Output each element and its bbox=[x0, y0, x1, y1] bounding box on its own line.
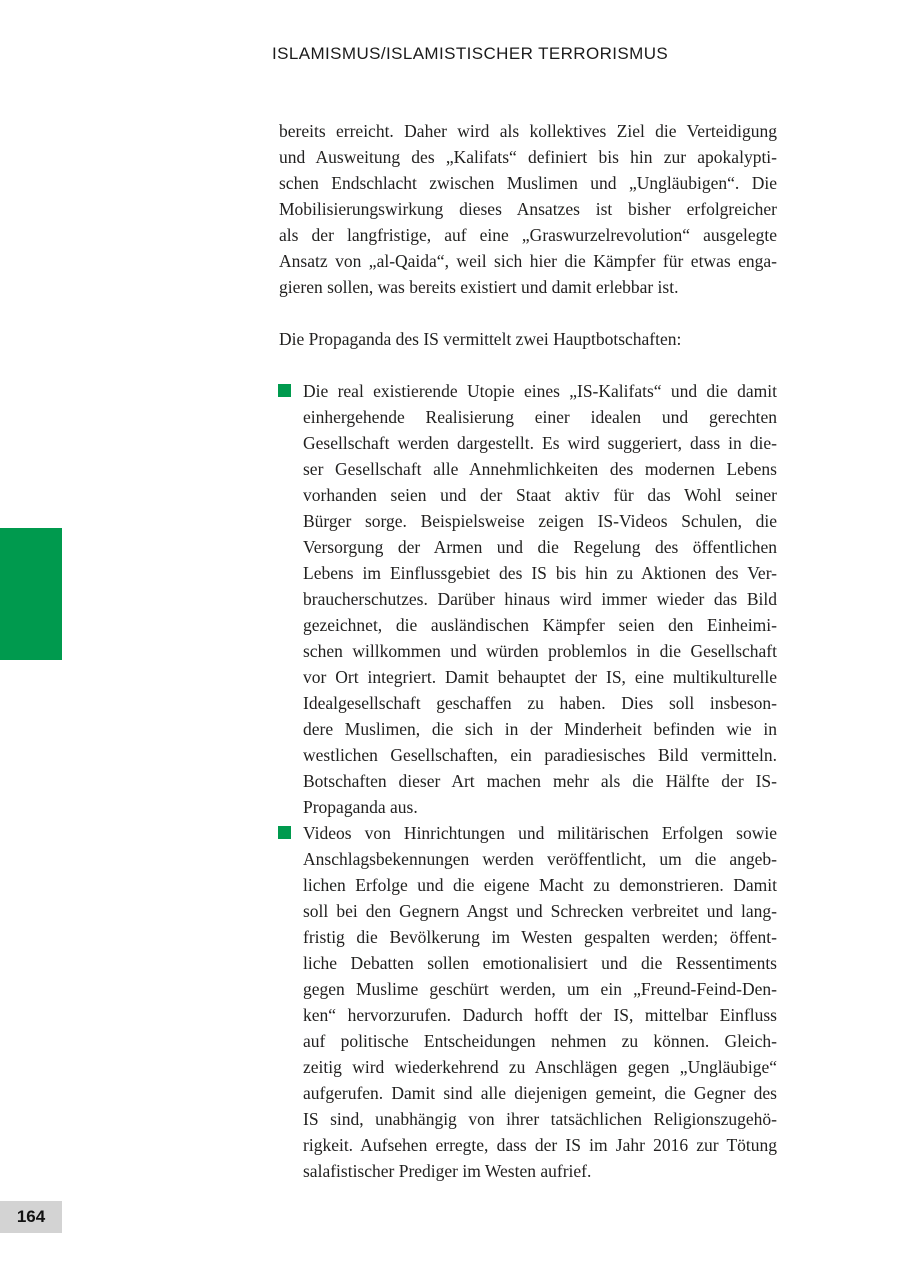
bullet-item-1 bbox=[279, 378, 777, 820]
text-line: bereits erreicht. Daher wird als kollektives Ziel die Verteidigung bbox=[279, 121, 777, 141]
text-line: vor Ort integriert. Damit behauptet der IS, eine multikulturelle bbox=[303, 667, 777, 687]
text-line: Idealgesellschaft geschaffen zu haben. Dies soll insbeson- bbox=[303, 693, 777, 713]
text-line: rigkeit. Aufsehen erregte, dass der IS im Jahr 2016 zur Tötung bbox=[303, 1135, 777, 1155]
bullet-item-2 bbox=[279, 820, 777, 1184]
text-line: Anschlagsbekennungen werden veröffentlicht, um die angeb- bbox=[303, 849, 777, 869]
page-number: 164 bbox=[16, 1207, 46, 1226]
text-line: Propaganda aus. bbox=[303, 797, 418, 817]
text-line: einhergehende Realisierung einer idealen und gerechten bbox=[303, 407, 777, 427]
paragraph-gap bbox=[279, 300, 777, 326]
text-line: fristig die Bevölkerung im Westen gespalten werden; öffent- bbox=[303, 927, 777, 947]
text-line: vorhanden seien und der Staat aktiv für das Wohl seiner bbox=[303, 485, 777, 505]
text-line: lichen Erfolge und die eigene Macht zu demonstrieren. Damit bbox=[303, 875, 777, 895]
text-line: Gesellschaft werden dargestellt. Es wird suggeriert, dass in die- bbox=[303, 433, 777, 453]
page-number-box bbox=[0, 1201, 62, 1233]
text-line: Die real existierende Utopie eines „IS-Kalifats“ und die damit bbox=[303, 381, 777, 401]
paragraph-gap bbox=[279, 352, 777, 378]
text-line: als der langfristige, auf eine „Graswurzelrevolution“ ausgelegte bbox=[279, 225, 777, 245]
text-line: Die Propaganda des IS vermittelt zwei Hauptbotschaften: bbox=[279, 329, 682, 349]
text-line: Versorgung der Armen und die Regelung des öffentlichen bbox=[303, 537, 777, 557]
text-line: Botschaften dieser Art machen mehr als die Hälfte der IS- bbox=[303, 771, 777, 791]
text-line: schen willkommen und würden problemlos in die Gesellschaft bbox=[303, 641, 777, 661]
text-line: zeitig wird wiederkehrend zu Anschlägen gegen „Ungläubige“ bbox=[303, 1057, 777, 1077]
text-line: schen Endschlacht zwischen Muslimen und „Ungläubigen“. Die bbox=[279, 173, 777, 193]
chapter-tab-marker bbox=[0, 528, 62, 660]
body-paragraph-1 bbox=[279, 118, 777, 300]
text-line: Bürger sorge. Beispielsweise zeigen IS-Videos Schulen, die bbox=[303, 511, 777, 531]
bullet-item-text bbox=[303, 378, 777, 820]
bullet-item-text bbox=[303, 820, 777, 1184]
text-line: Ansatz von „al-Qaida“, weil sich hier die Kämpfer für etwas enga- bbox=[279, 251, 777, 271]
text-line: gegen Muslime geschürt werden, um ein „Freund-Feind-Den- bbox=[303, 979, 777, 999]
text-line: salafistischer Prediger im Westen aufrief. bbox=[303, 1161, 592, 1181]
bullet-square-icon bbox=[278, 384, 291, 397]
text-line: ken“ hervorzurufen. Dadurch hofft der IS, mittelbar Einfluss bbox=[303, 1005, 777, 1025]
text-line: westlichen Gesellschaften, ein paradiesisches Bild vermitteln. bbox=[303, 745, 777, 765]
text-line: IS sind, unabhängig von ihrer tatsächlichen Religionszugehö- bbox=[303, 1109, 777, 1129]
text-line: dere Muslimen, die sich in der Minderheit befinden wie in bbox=[303, 719, 777, 739]
text-line: gezeichnet, die ausländischen Kämpfer seien den Einheimi- bbox=[303, 615, 777, 635]
text-line: auf politische Entscheidungen nehmen zu können. Gleich- bbox=[303, 1031, 777, 1051]
text-line: Videos von Hinrichtungen und militärischen Erfolgen sowie bbox=[303, 823, 777, 843]
body-paragraph-2 bbox=[279, 326, 777, 352]
text-line: braucherschutzes. Darüber hinaus wird immer wieder das Bild bbox=[303, 589, 777, 609]
page-header-title: ISLAMISMUS/ISLAMISTISCHER TERRORISMUS bbox=[272, 44, 669, 63]
text-line: Lebens im Einflussgebiet des IS bis hin zu Aktionen des Ver- bbox=[303, 563, 777, 583]
text-line: Mobilisierungswirkung dieses Ansatzes ist bisher erfolgreicher bbox=[279, 199, 777, 219]
text-line: und Ausweitung des „Kalifats“ definiert bis hin zur apokalypti- bbox=[279, 147, 777, 167]
text-line: aufgerufen. Damit sind alle diejenigen gemeint, die Gegner des bbox=[303, 1083, 777, 1103]
text-column bbox=[279, 118, 777, 1184]
text-line: gieren sollen, was bereits existiert und damit erlebbar ist. bbox=[279, 277, 679, 297]
bullet-square-icon bbox=[278, 826, 291, 839]
text-line: soll bei den Gegnern Angst und Schrecken verbreitet und lang- bbox=[303, 901, 777, 921]
text-line: ser Gesellschaft alle Annehmlichkeiten des modernen Lebens bbox=[303, 459, 777, 479]
text-line: liche Debatten sollen emotionalisiert und die Ressentiments bbox=[303, 953, 777, 973]
